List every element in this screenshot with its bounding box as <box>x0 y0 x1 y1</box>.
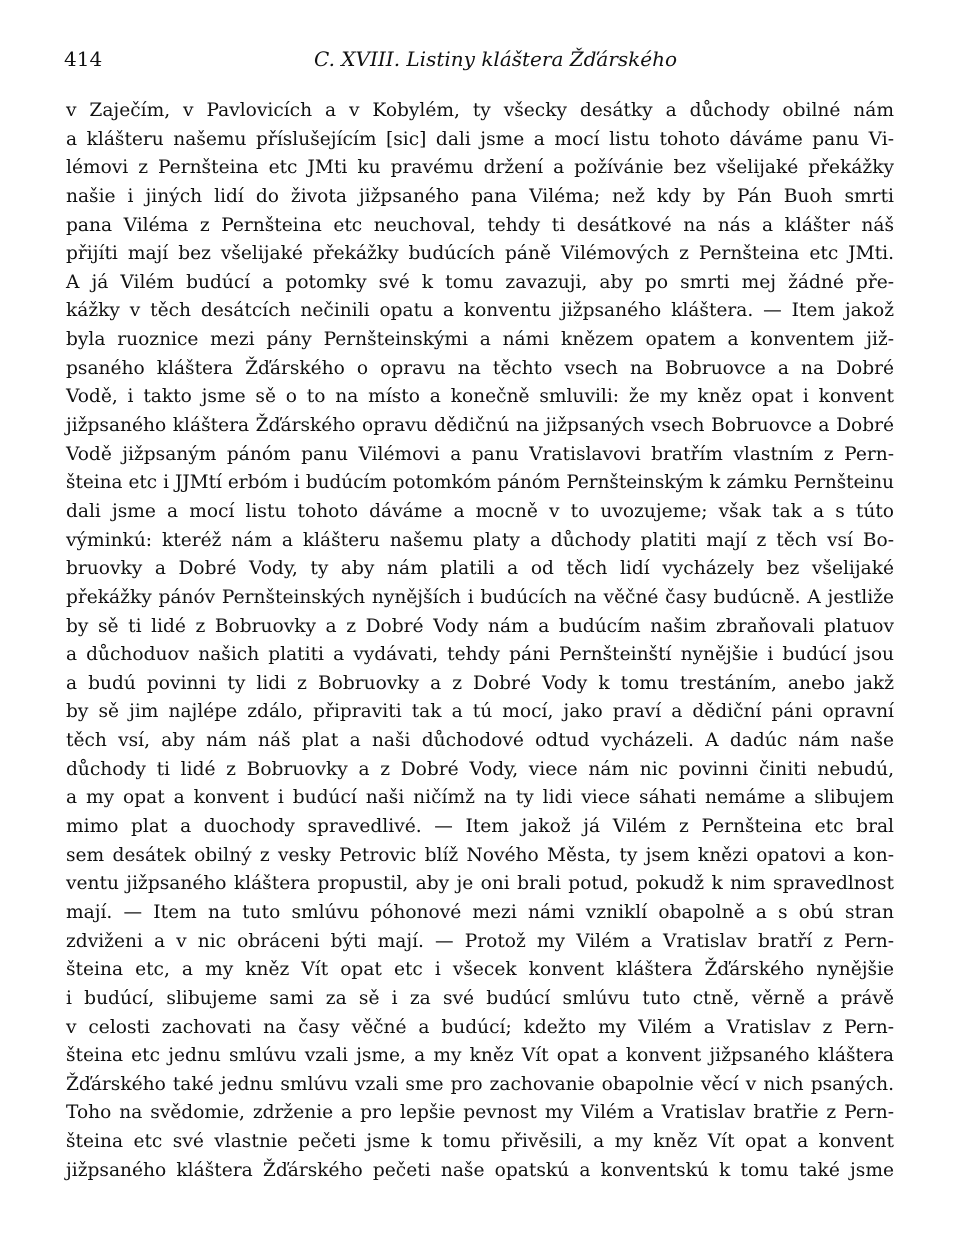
text-line: i budúcí, slibujeme sami za sě i za své budúcí smlúvu tuto ctně, věrně a právě <box>66 987 894 1009</box>
text-line: dali jsme a mocí listu tohoto dáváme a mocně v to uvozujeme; však tak a s tútо <box>66 500 894 522</box>
text-line: psaného kláštera Žďárského o opravu na těchto vsech na Bobruovce a na Dobré <box>66 357 894 379</box>
text-line: A já Vilém budúcí a potomky své k tomu zavazuji, aby po smrti mej žádné pře- <box>66 271 894 293</box>
text-line: výminkú: kteréž nám a klášteru našemu platy a důchody platiti mají z těch vsí Bo- <box>66 529 894 551</box>
text-line: šteina etc i JJMtí erbóm i budúcím potomkóm pánóm Pernšteinským k zámku Pernšteinu <box>66 472 894 494</box>
text-line: Žďárského také jednu smlúvu vzali sme pro zachovanie obapolnie věcí v nich psaných. <box>66 1073 894 1095</box>
page-number: 414 <box>64 47 103 71</box>
text-line: jižpsaného kláštera Žďárského opravu dědičnú na jižpsaných vsech Bobruovce a Dobré <box>66 415 894 437</box>
text-line: v celosti zachovati na časy věčné a budúcí; kdežto my Vilém a Vratislav z Pern- <box>66 1016 894 1038</box>
text-line: důchody ti lidé z Bobruovky a z Dobré Vody, viece nám nic povinni činiti nebudú, <box>66 758 894 780</box>
text-line: Toho na svědomie, zdrženie a pro lepšie pevnost my Vilém a Vratislav bratřie z Pern- <box>66 1102 894 1124</box>
text-line: přijíti mají bez všelijaké překážky budúcích páně Vilémových z Pernšteina etc JMti. <box>66 243 894 265</box>
text-line: kážky v těch desátcích nečinili opatu a konventu jižpsaného kláštera. — Item jakož <box>66 300 894 322</box>
text-line: šteina etc jednu smlúvu vzali jsme, a my kněz Vít opat a konvent jižpsaného kláštera <box>66 1045 894 1067</box>
text-line: těch vsí, aby nám náš plat a naši důchodové odtud vycházeli. A dadúc nám naše <box>66 730 894 752</box>
text-line: a my opat a konvent i budúcí naši ničímž na ty lidi viece sáhati nemáme a slibujem <box>66 787 894 809</box>
text-line: šteina etc, a my kněz Vít opat etc i všecek konvent kláštera Žďárského nynějšie <box>66 959 894 981</box>
text-line: překážky pánóv Pernšteinských nynějších i budúcích na věčné časy budúcně. A jestliže <box>66 586 894 608</box>
body-text <box>66 97 894 1185</box>
text-line: a klášteru našemu příslušejícím [sic] dali jsme a mocí listu tohoto dáváme panu Vi- <box>66 128 894 150</box>
text-line: šteina etc své vlastnie pečeti jsme k tomu přivěsili, a my kněz Vít opat a konvent <box>66 1131 894 1153</box>
text-line: sem desátek obilný z vesky Petrovic blíž Nového Města, ty jsem knězi opatovi a kon- <box>66 844 894 866</box>
text-line: a budú povinni ty lidi z Bobruovky a z Dobré Vody k tomu trestáním, anebo jakž <box>66 672 894 694</box>
text-line: zdviženi a v nic obráceni býti mají. — Protož my Vilém a Vratislav bratří z Pern- <box>66 930 894 952</box>
text-line: ventu jižpsaného kláštera propustil, aby je oni brali potud, pokudž k nim spravedlnost <box>66 873 894 895</box>
text-line: mimo plat a duochody spravedlivé. — Item jakož já Vilém z Pernšteina etc bral <box>66 816 894 838</box>
text-line: v Zaječím, v Pavlovicích a v Kobylém, ty všecky desátky a důchody obilné nám <box>66 100 894 121</box>
text-line: Vodě jižpsaným pánóm panu Vilémovi a panu Vratislavovi bratřím vlastním z Pern- <box>66 443 894 465</box>
text-line: našie i jiných lidí do života jižpsaného pana Viléma; než kdy by Pán Buoh smrti <box>66 185 894 207</box>
text-line: mají. — Item na tuto smlúvu póhonové mezi námi vzniklí obapolně a s obú stran <box>66 901 894 923</box>
running-head: C. XVIII. Listiny kláštera Žďárského <box>314 47 678 71</box>
text-line: bruovky a Dobré Vody, ty aby nám platili a od těch lidí vycházely bez všelijaké <box>66 558 894 580</box>
page-header <box>64 44 894 78</box>
text-line: a důchoduov našich platiti a vydávati, tehdy páni Pernšteinští nynějšie i budúcí jsou <box>66 644 894 666</box>
text-line: lémovi z Pernšteina etc JMti ku pravému držení a požívánie bez všelijaké překážky <box>66 157 894 179</box>
text-line: Vodě, i takto jsme sě o to na místo a konečně smluvili: že my kněz opat i konvent <box>66 386 894 408</box>
text-line: jižpsaného kláštera Žďárského pečeti naše opatskú a konventskú k tomu také jsme <box>66 1159 894 1181</box>
text-line: pana Viléma z Pernšteina etc neuchoval, tehdy ti desátkové na nás a klášter náš <box>66 214 894 236</box>
text-line: byla ruoznice mezi pány Pernšteinskými a námi knězem opatem a konventem již- <box>66 329 894 351</box>
text-line: by sě ti lidé z Bobruovky a z Dobré Vody nám a budúcím našim zbraňovali platuov <box>66 615 894 637</box>
text-line: by sě jim najlépe zdálo, připraviti tak a tú mocí, jako praví a dědiční páni opravní <box>66 701 894 723</box>
